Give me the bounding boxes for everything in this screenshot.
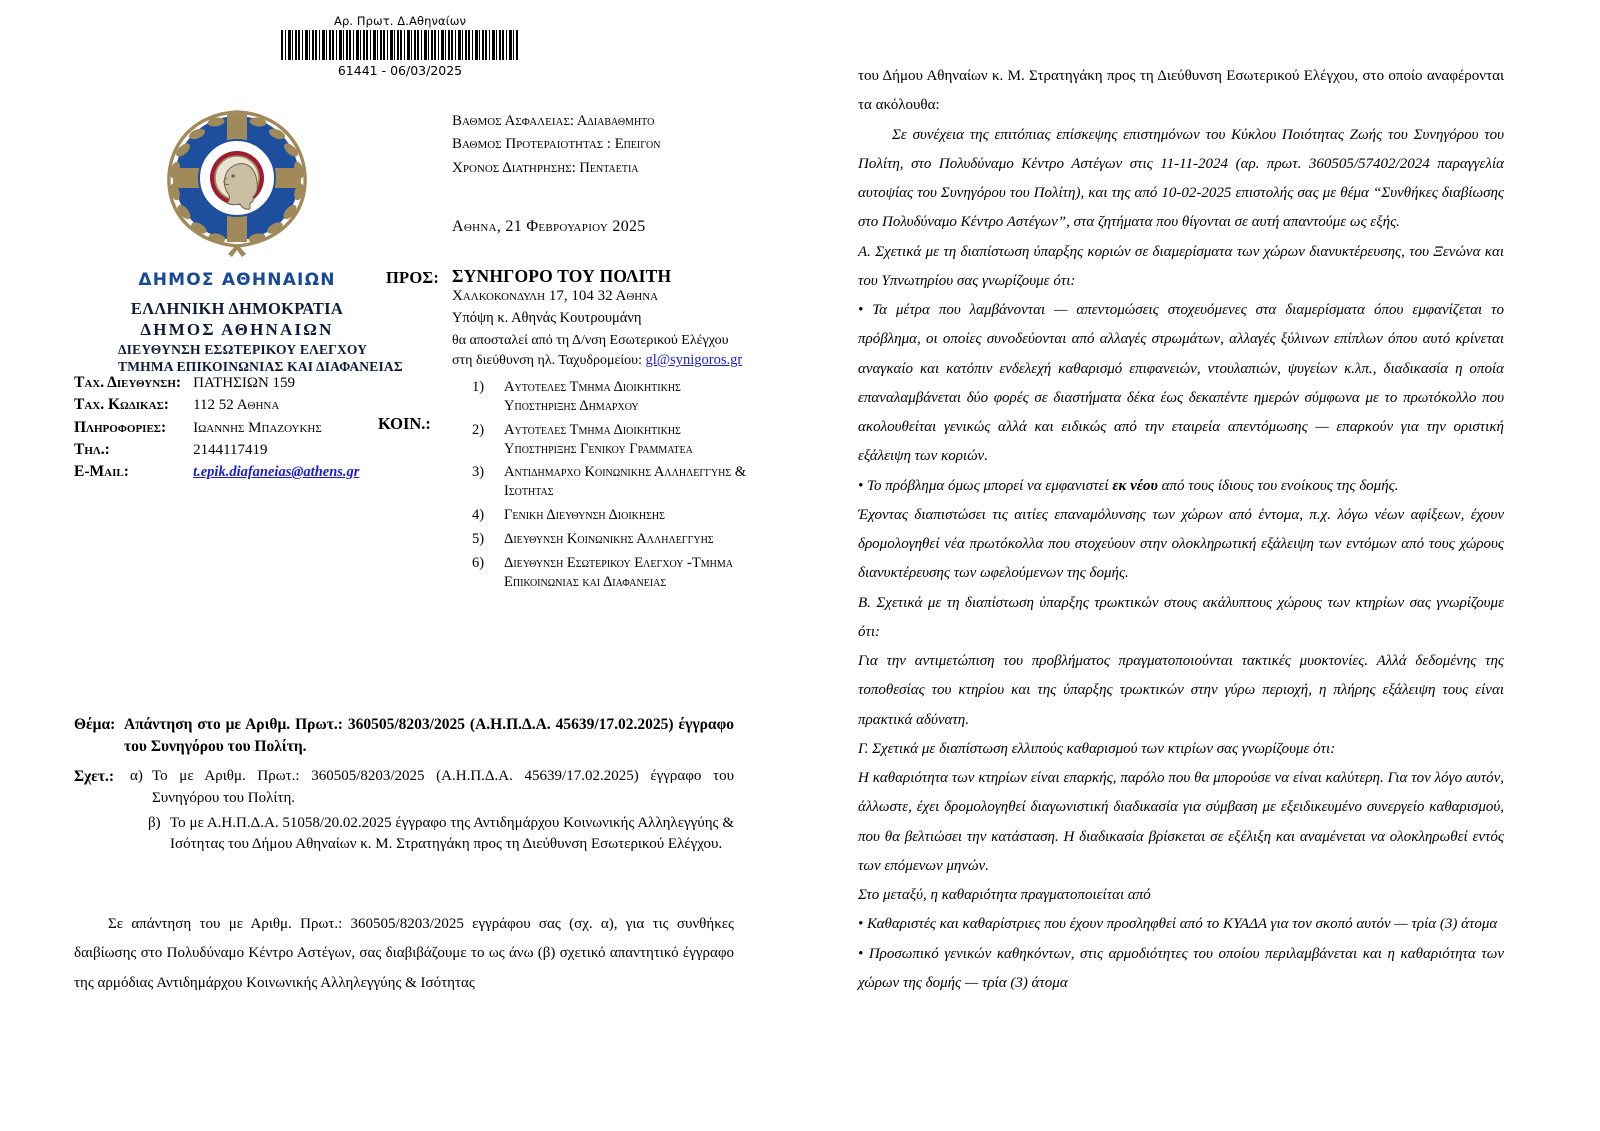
contact-label-phone: Τηλ.: — [74, 440, 110, 458]
contact-value-postcode: 112 52 Αθηνα — [193, 397, 280, 414]
contact-row-info — [74, 417, 359, 439]
cc-item-number: 1) — [472, 379, 485, 395]
classification-retention-label: Χρονοσ Διατηρησησ: — [452, 159, 576, 176]
recipient-label: ΠΡΟΣ: — [386, 268, 440, 287]
contact-row-email — [74, 461, 359, 483]
body-paragraph-cleaning: Η καθαριότητα των κτηρίων είναι επαρκής, παρόλο που θα μπορούσε να είναι καλύτερη. Για τον λόγο αυτόν, άλλωστε, έχει δρομολογηθεί διαγωνιστική διαδικασία για σύμβαση με εξειδικευμένο συνεργείο καθαρισμού, που θα βελτιώσει την κατάσταση. Η διαδικασία βρίσκεται σε εξέλιξη και αναμένεται να ολοκληρωθεί εντός των επόμενων μηνών. — [858, 770, 1504, 874]
references-label: Σχετ.: — [74, 768, 115, 785]
body-paragraph-interim: Στο μεταξύ, η καθαριότητα πραγματοποιείται από — [858, 887, 1151, 903]
org-subtitle-block — [118, 298, 403, 375]
cc-label: ΚΟΙΝ.: — [378, 414, 431, 433]
cc-item-number: 6) — [472, 554, 485, 571]
org-line-1: ΕΛΛΗΝΙΚΗ ΔΗΜΟΚΡΑΤΙΑ — [130, 299, 344, 318]
recipient-address: Χαλκοκονδυλη 17, 104 32 Αθηνα — [452, 288, 659, 304]
classification-priority-row — [452, 133, 660, 156]
body-paragraph-1: του Δήμου Αθηναίων κ. Μ. Στρατηγάκη προς τη Διεύθυνση Εσωτερικού Ελέγχου, στο οποίο αναφέρονται τα ακόλουθα: — [858, 68, 1504, 114]
body-bullet-measures: • Τα μέτρα που λαμβάνονται — απεντομώσεις στοχευόμενες στα διαμερίσματα όπου εμφανίζεται το πρόβλημα, οι οποίες συνοδεύονται από αλλαγές στρωμάτων, αλλαγές ξύλινων επίπλων όπου αυτό κρίνεται αναγκαίο και κατόπιν ενδελεχή καθαρισμό επιφανειών, ντουλαπιών, ψυγείων κ.λπ., διαδικασία η οποία επαναλαμβάνεται δύο φορές σε διαστήματα δέκα έως δεκαπέντε ημερών σύμφωνα με το πρωτόκολλο που ακολουθείται γενικώς αλλά και ειδικώς από την εταιρεία απεντόμωσης — επαρκούν για την οριστική εξάλειψη των κοριών. — [858, 302, 1504, 465]
reference-marker: α) — [130, 768, 143, 784]
body-section-b-heading: Β. Σχετικά με τη διαπίστωση ύπαρξης τρωκτικών στους ακάλυπτους χώρους των κτηρίων σας γνωρίζουμε ότι: — [858, 594, 1504, 640]
recipient-attention: Υπόψη κ. Αθηνάς Κουτρουμάνη — [452, 310, 642, 326]
subject-block — [74, 714, 734, 758]
cc-item-text: Γενικη Διευθυνση Διοικησησ — [504, 507, 665, 524]
cc-item-text: Αυτοτελεσ Τμημα Διοικητικησ Υποστηριξησ Γενικου Γραμματεα — [504, 421, 693, 457]
body-section-c-heading: Γ. Σχετικά με διαπίστωση ελλιπούς καθαρισμού των κτιρίων σας γνωρίζουμε ότι: — [858, 740, 1336, 757]
cc-item-number: 2) — [472, 421, 485, 438]
reference-item — [148, 813, 734, 857]
document-date: Αθηνα, 21 Φεβρουαριου 2025 — [452, 218, 646, 235]
body-paragraph-protocols: Έχοντας διαπιστώσει τις αιτίες επαναμόλυνσης των χώρων από έντομα, π.χ. λόγω νέων αφίξεων, έχουν δρομολογηθεί νέα πρωτόκολλα που στοχεύουν στην ολοκληρωτική εξάλειψη των εντόμων από τους χώρους διανυκτέρευσης των ωφελούμενων της δομής. — [858, 506, 1504, 582]
contact-label-email: E-Mail: — [74, 463, 129, 481]
recurrence-text-after: από τους ίδιους του ενοίκους της δομής. — [1157, 477, 1399, 494]
classification-security-label: Βαθμοσ Ασφαλειασ: — [452, 113, 575, 129]
cc-list — [470, 378, 750, 596]
right-page — [800, 0, 1600, 1131]
classification-priority-value: Επειγον — [614, 136, 661, 153]
reference-text: Το με Αριθμ. Πρωτ.: 360505/8203/2025 (Α.Η.Π.Δ.Α. 45639/17.02.2025) έγγραφο του Συνηγόρου του Πολίτη. — [152, 768, 734, 806]
recipient-email-link[interactable]: gl@synigoros.gr — [645, 351, 743, 368]
reference-marker: β) — [148, 814, 161, 831]
contact-row-phone — [74, 439, 359, 461]
recurrence-text-before: • Το πρόβλημα όμως μπορεί να εμφανιστεί — [858, 477, 1113, 494]
left-body-paragraph: Σε απάντηση του με Αριθμ. Πρωτ.: 360505/8203/2025 εγγράφου σας (σχ. α), για τις συνθήκες δαιβίωσης στο Πολυδύναμο Κέντρο Αστέγων, σας διαβιβάζουμε το ως άνω (β) σχετικό απαντητικό έγγραφο της αρμόδιας Αντιδημάρχου Κοινωνικής Αλληλεγγύης & Ισότητας — [74, 916, 734, 991]
contact-label-address: Ταχ. Διευθυνση: — [74, 374, 182, 391]
classification-retention-row — [452, 157, 660, 180]
contact-row-postcode — [74, 394, 359, 416]
barcode-image — [281, 30, 519, 60]
classification-security-value: Αδιαβαθμητο — [576, 113, 655, 129]
cc-item-text: Διευθυνση Κοινωνικησ Αλληλεγγυησ — [504, 530, 714, 547]
org-title: ΔΗΜΟΣ ΑΘΗΝΑΙΩΝ — [138, 270, 336, 290]
contact-value-address: ΠΑΤΗΣΙΩΝ 159 — [193, 375, 296, 391]
cc-list-item — [470, 463, 750, 501]
cc-item-number: 5) — [472, 530, 485, 547]
reference-text: Το με Α.Η.Π.Δ.Α. 51058/20.02.2025 έγγραφο της Αντιδημάρχου Κοινωνικής Αλληλεγγύης & Ισότητας του Δήμου Αθηναίων κ. Μ. Στρατηγάκη προς τη Διεύθυνση Εσωτερικού Ελέγχου. — [170, 814, 734, 853]
references-block — [74, 766, 734, 859]
cc-list-item — [470, 506, 750, 525]
cc-list-item — [470, 421, 750, 459]
recipient-block — [452, 266, 752, 371]
classification-security-row — [452, 110, 660, 133]
contact-value-info: Ιωαννησ Μπαζουκησ — [193, 419, 322, 436]
cc-list-item — [470, 530, 750, 549]
recurrence-emphasis: εκ νέου — [1112, 477, 1158, 494]
classification-retention-value: Πενταετια — [579, 159, 639, 176]
cc-item-text: Διευθυνση Εσωτερικου Ελεγχου -Τμημα Επικοινωνιασ και Διαφανειασ — [504, 554, 733, 590]
body-paragraph-2: Σε συνέχεια της επιτόπιας επίσκεψης επιστημόνων του Κύκλου Ποιότητας Ζωής του Συνηγόρου του Πολίτη, στο Πολυδύναμο Κέντρο Αστέγων στις 11-11-2024 (αρ. πρωτ. 360505/57402/2024 παραγγελία αυτοψίας του Συνηγόρου του Πολίτη), και της από 10-02-2025 επιστολής σας με θέμα “Συνθήκες διαβίωσης στο Πολυδύναμο Κέντρο Αστέγων”, στα ζητήματα που θίγονται σε αυτή απαντούμε ως εξής. — [858, 126, 1504, 231]
subject-text: Απάντηση στο με Αριθμ. Πρωτ.: 360505/8203/2025 (Α.Η.Π.Δ.Α. 45639/17.02.2025) έγγραφο του Συνηγόρου του Πολίτη. — [124, 716, 734, 755]
barcode-block — [276, 14, 524, 78]
cc-item-text: Αυτοτελεσ Τμημα Διοικητικησ Υποστηριξησ Δημαρχου — [504, 379, 681, 414]
barcode-caption: Αρ. Πρωτ. Δ.Αθηναίων — [334, 14, 466, 28]
body-paragraph-rodents: Για την αντιμετώπιση του προβλήματος πραγματοποιούνται τακτικές μυοκτονίες. Αλλά δεδομένης της τοποθεσίας του κτηρίου και της ύπαρξης τρωκτικών στην γύρω περιοχή, η πλήρης εξάλειψη τους είναι πρακτικά αδύνατη. — [858, 653, 1504, 728]
delivery-note-line2: στη διεύθυνση ηλ. Ταχυδρομείου: — [452, 352, 646, 368]
subject-label: Θέμα: — [74, 716, 116, 733]
department-email-link[interactable]: t.epik.diafaneias@athens.gr — [193, 464, 360, 481]
reference-item — [130, 766, 734, 810]
org-line-2: ΔΗΜΟΣ ΑΘΗΝΑΙΩΝ — [140, 320, 334, 340]
cc-item-text: Αντιδημαρχο Κοινωνικησ Αλληλεγγυησ & Ισοτητασ — [504, 464, 747, 500]
contact-row-address — [74, 372, 359, 394]
cc-item-number: 4) — [472, 507, 485, 524]
classification-block — [452, 110, 660, 180]
classification-priority-label: Βαθμοσ Προτεραιοτητασ : — [452, 136, 612, 153]
org-line-4: ΤΜΗΜΑ ΕΠΙΚΟΙΝΩΝΙΑΣ ΚΑΙ ΔΙΑΦΑΝΕΙΑΣ — [118, 359, 403, 375]
body-bullet-general-staff: • Προσωπικό γενικών καθηκόντων, στις αρμοδιότητες του οποίου περιλαμβάνεται και η καθαριότητα των χώρων της δομής — τρία (3) άτομα — [858, 945, 1504, 991]
barcode-number: 61441 - 06/03/2025 — [337, 63, 463, 78]
cc-list-item — [470, 554, 750, 592]
city-of-athens-emblem-icon — [153, 96, 321, 264]
contact-label-info: Πληροφοριες: — [74, 418, 167, 436]
body-section-a-heading: Α. Σχετικά με τη διαπίστωση ύπαρξης κοριών σε διαμερίσματα των χώρων διανυκτέρευσης, του Ξενώνα και του Υπνωτηρίου σας γνωρίζουμε ότι: — [858, 243, 1504, 289]
contact-details — [74, 372, 359, 483]
body-bullet-cleaners: • Καθαριστές και καθαρίστριες που έχουν προσληφθεί από το ΚΥΑΔΑ για τον σκοπό αυτόν — τρία (3) άτομα — [858, 916, 1498, 933]
cc-list-item — [470, 378, 750, 416]
contact-value-phone: 2144117419 — [193, 441, 268, 458]
emblem-block — [118, 96, 403, 375]
org-line-3: ΔΙΕΥΘΥΝΣΗ ΕΣΩΤΕΡΙΚΟΥ ΕΛΕΓΧΟΥ — [118, 341, 368, 357]
contact-label-postcode: Ταχ. Κωδικας: — [74, 396, 169, 414]
recipient-name: ΣΥΝΗΓΟΡΟ ΤΟΥ ΠΟΛΙΤΗ — [452, 266, 672, 286]
recipient-delivery-note — [452, 332, 752, 371]
references-items — [130, 766, 734, 856]
body-bullet-recurrence — [858, 472, 1504, 501]
right-column-body — [858, 62, 1504, 998]
cc-item-number: 3) — [472, 464, 485, 481]
delivery-note-line1: θα αποσταλεί από τη Δ/νση Εσωτερικού Ελέγχου — [452, 333, 729, 348]
